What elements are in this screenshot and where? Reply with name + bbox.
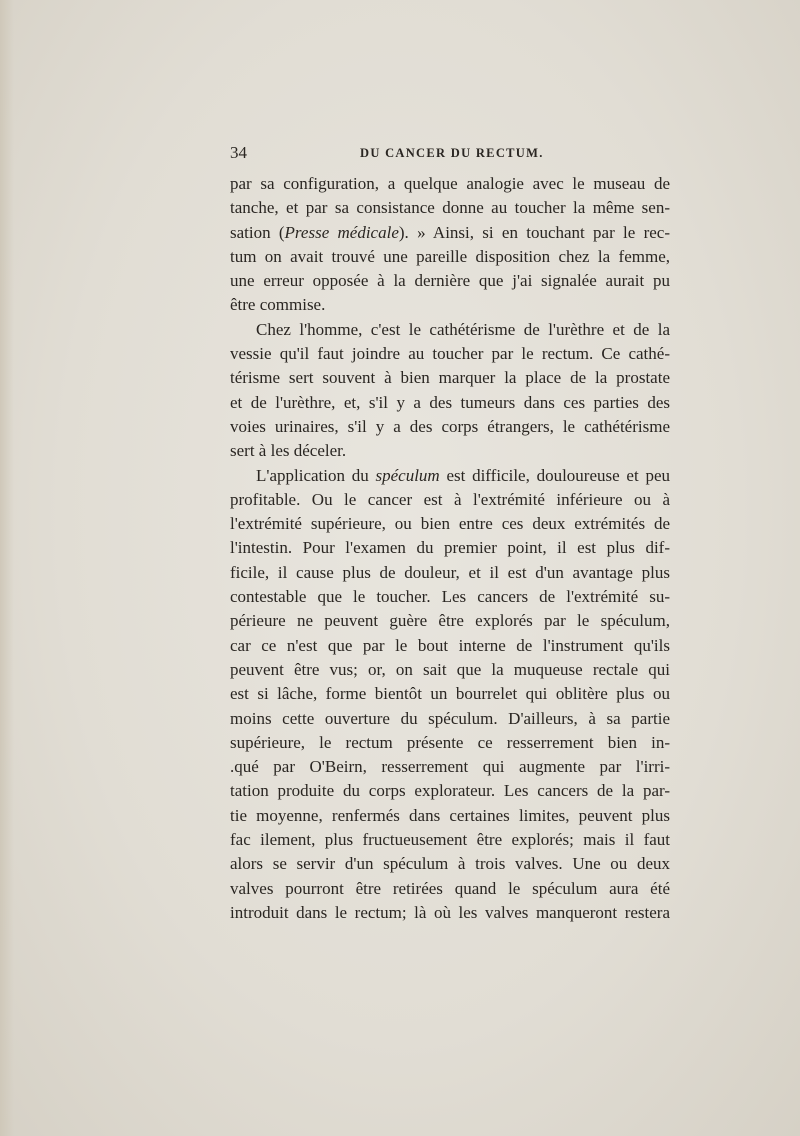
text-line: vessie qu'il faut joindre au toucher par le rectum. Ce cathé- (230, 344, 670, 364)
text-line: et de l'urèthre, et, s'il y a des tumeurs dans ces parties des (230, 392, 670, 412)
text-line: moins cette ouverture du spéculum. D'ailleurs, à sa partie (230, 708, 670, 728)
text-line: est si lâche, forme bientôt un bourrelet qui oblitère plus ou (230, 684, 670, 704)
text-line: profitable. Ou le cancer est à l'extrémité inférieure ou à (230, 489, 670, 509)
text-line: tation produite du corps explorateur. Les cancers de la par- (230, 781, 670, 801)
text-line: .qué par O'Beirn, resserrement qui augmente par l'irri- (230, 757, 670, 777)
text-line: périeure ne peuvent guère être explorés par le spéculum, (230, 611, 670, 631)
text-line: l'intestin. Pour l'examen du premier point, il est plus dif- (230, 538, 670, 558)
text-line: fac ilement, plus fructueusement être explorés; mais il faut (230, 830, 670, 850)
text-line: ficile, il cause plus de douleur, et il est d'un avantage plus (230, 562, 670, 582)
text-line: valves pourront être retirées quand le spéculum aura été (230, 878, 670, 898)
text-line: alors se servir d'un spéculum à trois valves. Une ou deux (230, 854, 670, 874)
text-line: tanche, et par sa consistance donne au toucher la même sen- (230, 198, 670, 218)
text-line: sert à les déceler. (230, 441, 347, 461)
page-edge-shadow (0, 0, 14, 1136)
text-line: une erreur opposée à la dernière que j'ai signalée aurait pu (230, 271, 670, 291)
page-number: 34 (230, 143, 247, 162)
text-line: supérieure, le rectum présente ce resserrement bien in- (230, 732, 670, 752)
text-line: par sa configuration, a quelque analogie avec le museau de (230, 174, 670, 193)
text-line: Chez l'homme, c'est le cathétérisme de l'urèthre et de la (256, 319, 670, 339)
text-line: L'application du spéculum est difficile, douloureuse et peu (256, 465, 670, 485)
text-line: tie moyenne, renfermés dans certaines limites, peuvent plus (230, 805, 670, 825)
text-line: peuvent être vus; or, on sait que la muqueuse rectale qui (230, 659, 670, 679)
text-line: être commise. (230, 295, 326, 315)
running-head: DU CANCER DU RECTUM. (360, 146, 544, 160)
text-line: voies urinaires, s'il y a des corps étrangers, le cathétérisme (230, 416, 670, 436)
text-line: contestable que le toucher. Les cancers de l'extrémité su- (230, 587, 670, 607)
page-header (230, 143, 670, 165)
text-line: car ce n'est que par le bout interne de l'instrument qu'ils (230, 635, 670, 655)
text-line: tum on avait trouvé une pareille disposition chez la femme, (230, 246, 670, 266)
text-line: l'extrémité supérieure, ou bien entre ces deux extrémités de (230, 514, 670, 534)
text-line: térisme sert souvent à bien marquer la place de la prostate (230, 368, 670, 388)
body-text (230, 172, 670, 925)
text-line: sation (Presse médicale). » Ainsi, si en touchant par le rec- (230, 222, 670, 242)
text-line: introduit dans le rectum; là où les valves manqueront restera (230, 902, 670, 922)
